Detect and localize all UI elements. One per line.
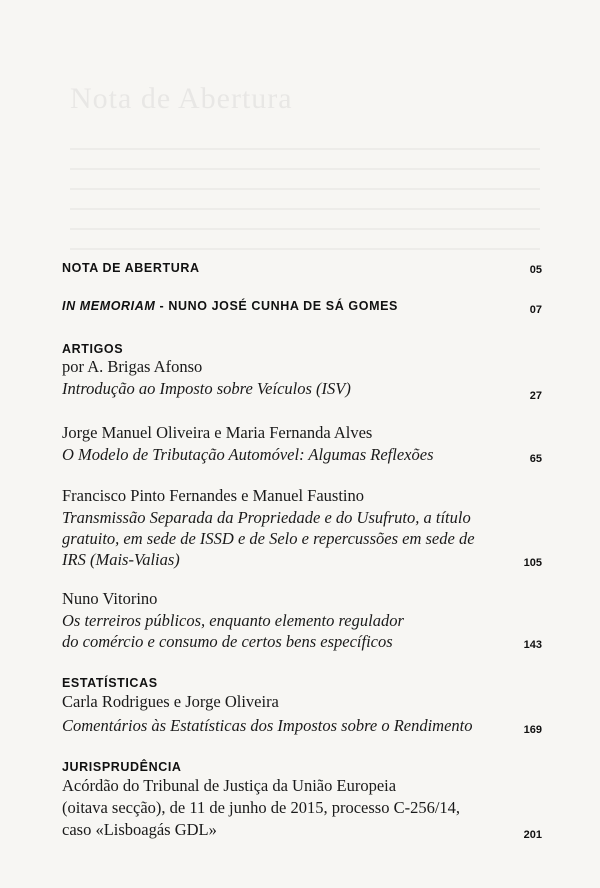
page-number: 07 [529,304,542,316]
entry-title: Comentários às Estatísticas dos Impostos sobre o Rendimento [62,716,473,735]
entry-title-line: Transmissão Separada da Propriedade e do Usufruto, a título [62,508,471,527]
section-heading-jurisprudencia: JURISPRUDÊNCIA [62,760,182,774]
in-memoriam-label: IN MEMORIAM [62,299,156,313]
entry-title-line: Os terreiros públicos, enquanto elemento regulador [62,611,404,630]
section-heading-artigos: ARTIGOS [62,342,124,356]
ghost-heading: Nota de Abertura [70,82,293,115]
section-heading-estatisticas: ESTATÍSTICAS [62,676,158,690]
page-number: 143 [523,639,542,651]
entry-author: Francisco Pinto Fernandes e Manuel Faustino [62,486,364,505]
entry-title-line: IRS (Mais-Valias) [62,550,180,569]
entry-text-line: (oitava secção), de 11 de junho de 2015, processo C-256/14, [62,798,461,817]
page-number: 105 [523,557,542,569]
page-number: 27 [529,390,542,402]
page-number: 65 [529,453,542,465]
entry-title: Introdução ao Imposto sobre Veículos (ISV) [62,379,351,398]
entry-author: Jorge Manuel Oliveira e Maria Fernanda Alves [62,423,373,442]
entry-author: Carla Rodrigues e Jorge Oliveira [62,692,279,711]
entry-text-line: caso «Lisboagás GDL» [62,820,217,839]
entry-author: Nuno Vitorino [62,589,158,608]
toc-in-memoriam [62,299,398,313]
in-memoriam-name: - NUNO JOSÉ CUNHA DE SÁ GOMES [155,299,398,313]
entry-title-line: gratuito, em sede de ISSD e de Selo e repercussões em sede de [62,529,475,548]
entry-author: por A. Brigas Afonso [62,357,203,376]
entry-title-line: do comércio e consumo de certos bens específicos [62,632,393,651]
page-number: 201 [523,829,542,841]
page-number: 05 [529,264,542,276]
entry-text-line: Acórdão do Tribunal de Justiça da União Europeia [62,776,397,795]
entry-title: O Modelo de Tributação Automóvel: Algumas Reflexões [62,445,434,464]
toc-nota-de-abertura: NOTA DE ABERTURA [62,261,200,275]
page-number: 169 [523,724,542,736]
